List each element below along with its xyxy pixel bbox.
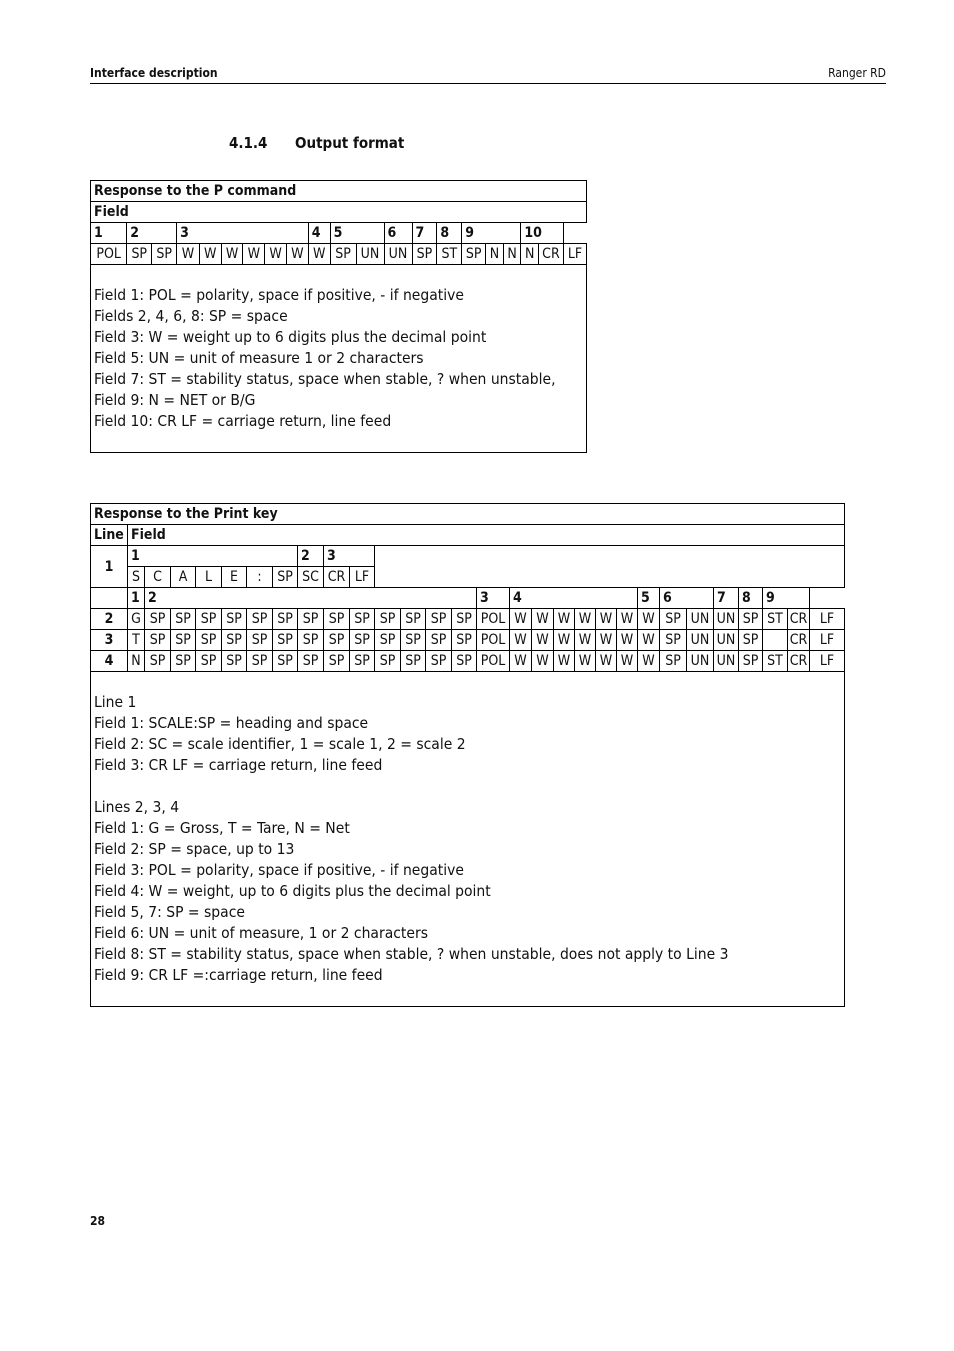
character-cell: UN <box>687 609 714 630</box>
character-cell: W <box>596 651 617 672</box>
description-line: Fields 2, 4, 6, 8: SP = space <box>94 307 288 325</box>
character-cell: SP <box>660 609 687 630</box>
section-number: 4.1.4 <box>229 134 268 152</box>
character-cell: CR <box>788 609 810 630</box>
character-cell: SP <box>426 609 452 630</box>
description-line: Field 3: CR LF = carriage return, line feed <box>94 756 383 774</box>
character-cell: SP <box>273 630 298 651</box>
description-line: Field 8: ST = stability status, space when stable, ? when unstable, does not apply to Line 3 <box>94 945 729 963</box>
character-cell: SP <box>350 609 375 630</box>
character-cell: SP <box>660 630 687 651</box>
p-command-response-table <box>90 180 587 453</box>
character-cell: SP <box>196 630 222 651</box>
field-number: 8 <box>739 588 763 609</box>
character-cell: SP <box>739 651 763 672</box>
lines-field-number-row <box>91 588 845 609</box>
field-number: 10 <box>521 223 564 244</box>
character-cell: UN <box>687 630 714 651</box>
character-cell: W <box>596 630 617 651</box>
character-cell: G <box>128 609 145 630</box>
field-number: 8 <box>437 223 462 244</box>
description-line: Field 4: W = weight, up to 6 digits plus the decimal point <box>94 882 491 900</box>
line-row <box>91 609 845 630</box>
character-cell: LF <box>810 630 845 651</box>
character-cell: SP <box>273 651 298 672</box>
character-cell: SP <box>426 630 452 651</box>
character-cell: W <box>575 609 596 630</box>
character-cell: ST <box>763 609 788 630</box>
character-cell: W <box>221 244 243 265</box>
character-cell: CR <box>788 651 810 672</box>
character-cell: POL <box>477 630 510 651</box>
character-cell: A <box>171 567 196 588</box>
field-number: 2 <box>145 588 477 609</box>
character-cell: SP <box>298 630 324 651</box>
field-number: 2 <box>298 546 324 567</box>
character-cell: SP <box>350 651 375 672</box>
character-cell: SP <box>452 630 477 651</box>
description-line: Field 3: POL = polarity, space if positive, - if negative <box>94 861 464 879</box>
character-cell: W <box>243 244 265 265</box>
character-row <box>91 244 587 265</box>
character-cell: SP <box>324 630 350 651</box>
character-cell: SP <box>171 609 196 630</box>
character-cell: SP <box>222 609 247 630</box>
character-cell: W <box>510 630 532 651</box>
character-cell: UN <box>714 630 739 651</box>
description-line: Field 2: SP = space, up to 13 <box>94 840 295 858</box>
character-cell: SP <box>273 567 298 588</box>
character-cell: W <box>638 609 660 630</box>
character-cell: POL <box>477 651 510 672</box>
character-cell: ST <box>437 244 462 265</box>
character-cell: SP <box>462 244 486 265</box>
character-cell: SP <box>401 609 426 630</box>
running-header-section: Interface description <box>90 66 218 80</box>
running-header-product: Ranger RD <box>828 66 886 80</box>
character-cell: SP <box>145 630 171 651</box>
field-descriptions <box>91 265 587 453</box>
field-number: 7 <box>714 588 739 609</box>
field-number: 9 <box>462 223 521 244</box>
description-line <box>94 776 841 797</box>
character-cell: SP <box>739 609 763 630</box>
character-cell: C <box>145 567 171 588</box>
character-cell: CR <box>788 630 810 651</box>
line-number: 3 <box>91 630 128 651</box>
character-cell: SP <box>171 630 196 651</box>
field-descriptions <box>91 672 845 1007</box>
character-cell: SP <box>660 651 687 672</box>
field-number: 6 <box>660 588 714 609</box>
character-cell: W <box>575 630 596 651</box>
field-header: Field <box>128 525 845 546</box>
character-cell: SP <box>196 609 222 630</box>
description-line: Field 10: CR LF = carriage return, line feed <box>94 412 392 430</box>
character-cell: SP <box>273 609 298 630</box>
line1-empty-area <box>375 546 845 588</box>
character-cell: W <box>617 630 638 651</box>
character-cell: SP <box>426 651 452 672</box>
line1-field-number-row <box>91 546 845 567</box>
character-cell: W <box>596 609 617 630</box>
character-cell: SP <box>324 651 350 672</box>
description-line: Field 9: CR LF =:carriage return, line feed <box>94 966 383 984</box>
character-cell: SP <box>324 609 350 630</box>
character-cell: SP <box>171 651 196 672</box>
field-number: 5 <box>638 588 660 609</box>
character-cell: SP <box>145 651 171 672</box>
character-cell: SP <box>401 630 426 651</box>
character-cell: W <box>554 609 575 630</box>
character-cell: SP <box>222 630 247 651</box>
character-cell: SP <box>152 244 177 265</box>
print-key-response-table <box>90 503 845 1007</box>
character-cell: SP <box>222 651 247 672</box>
character-cell: S <box>128 567 145 588</box>
character-cell: SP <box>247 609 273 630</box>
character-cell: W <box>638 651 660 672</box>
line-number: 1 <box>91 546 128 588</box>
character-cell: SP <box>127 244 152 265</box>
field-number: 3 <box>324 546 375 567</box>
field-number: 6 <box>384 223 412 244</box>
character-cell: SP <box>412 244 437 265</box>
character-cell <box>763 630 788 651</box>
line-number: 4 <box>91 651 128 672</box>
description-line: Field 6: UN = unit of measure, 1 or 2 characters <box>94 924 428 942</box>
character-cell: L <box>196 567 222 588</box>
character-cell: SP <box>452 609 477 630</box>
description-line: Field 7: ST = stability status, space when stable, ? when unstable, <box>94 370 556 388</box>
description-line: Field 1: POL = polarity, space if positive, - if negative <box>94 286 464 304</box>
character-cell: SP <box>330 244 356 265</box>
field-number: 5 <box>330 223 384 244</box>
line-header: Line <box>91 525 128 546</box>
character-cell: N <box>486 244 504 265</box>
character-cell: W <box>617 609 638 630</box>
line-number-blank <box>91 588 128 609</box>
field-number: 4 <box>510 588 638 609</box>
character-cell: POL <box>91 244 127 265</box>
character-cell: SP <box>247 651 273 672</box>
character-cell: UN <box>714 609 739 630</box>
character-cell: SP <box>298 609 324 630</box>
character-cell: UN <box>384 244 412 265</box>
description-line: Field 5, 7: SP = space <box>94 903 245 921</box>
character-cell: ST <box>763 651 788 672</box>
field-header: Field <box>91 202 587 223</box>
character-cell: SP <box>375 651 401 672</box>
character-cell: SP <box>452 651 477 672</box>
character-cell: SP <box>298 651 324 672</box>
character-cell: W <box>575 651 596 672</box>
field-number: 4 <box>308 223 330 244</box>
character-cell: CR <box>324 567 350 588</box>
character-cell: POL <box>477 609 510 630</box>
character-cell: UN <box>356 244 384 265</box>
description-line: Field 5: UN = unit of measure 1 or 2 characters <box>94 349 424 367</box>
description-line: Field 1: G = Gross, T = Tare, N = Net <box>94 819 350 837</box>
character-cell: SP <box>247 630 273 651</box>
character-cell: W <box>532 630 554 651</box>
character-cell: W <box>617 651 638 672</box>
line-number: 2 <box>91 609 128 630</box>
character-cell: W <box>532 651 554 672</box>
character-cell: W <box>554 651 575 672</box>
description-line: Field 1: SCALE:SP = heading and space <box>94 714 369 732</box>
character-cell: SP <box>401 651 426 672</box>
character-cell: E <box>222 567 247 588</box>
character-cell: SP <box>375 630 401 651</box>
description-line: Field 3: W = weight up to 6 digits plus the decimal point <box>94 328 487 346</box>
character-cell: UN <box>714 651 739 672</box>
character-cell: SP <box>145 609 171 630</box>
field-number: 1 <box>128 546 298 567</box>
character-cell: : <box>247 567 273 588</box>
field-number: 1 <box>91 223 127 244</box>
field-number: 1 <box>128 588 145 609</box>
character-cell: SP <box>350 630 375 651</box>
character-cell: W <box>532 609 554 630</box>
description-line: Lines 2, 3, 4 <box>94 798 180 816</box>
character-cell: N <box>128 651 145 672</box>
character-cell: W <box>199 244 221 265</box>
description-line: Field 9: N = NET or B/G <box>94 391 256 409</box>
field-number: 2 <box>127 223 177 244</box>
character-cell: LF <box>810 651 845 672</box>
table-title: Response to the P command <box>91 181 587 202</box>
field-number: 3 <box>477 588 510 609</box>
character-cell: N <box>503 244 521 265</box>
character-cell: N <box>521 244 539 265</box>
field-number: 3 <box>177 223 309 244</box>
character-cell: SP <box>375 609 401 630</box>
character-cell: T <box>128 630 145 651</box>
section-title: Output format <box>295 134 405 152</box>
field-number: 7 <box>412 223 437 244</box>
field-number-row <box>91 223 587 244</box>
character-cell: W <box>510 651 532 672</box>
table-title: Response to the Print key <box>91 504 845 525</box>
character-cell: UN <box>687 651 714 672</box>
character-cell: W <box>265 244 287 265</box>
character-cell: W <box>287 244 309 265</box>
page-number: 28 <box>90 1214 106 1228</box>
character-cell: W <box>638 630 660 651</box>
character-cell: SC <box>298 567 324 588</box>
character-cell: LF <box>810 609 845 630</box>
character-cell: W <box>510 609 532 630</box>
header-rule <box>90 83 886 84</box>
field-number: 9 <box>763 588 810 609</box>
section-heading <box>229 134 404 152</box>
description-line: Line 1 <box>94 693 137 711</box>
character-cell: W <box>177 244 200 265</box>
character-cell: LF <box>350 567 375 588</box>
character-cell: SP <box>739 630 763 651</box>
line-row <box>91 651 845 672</box>
character-cell: LF <box>563 244 586 265</box>
character-cell: W <box>554 630 575 651</box>
character-cell: W <box>308 244 330 265</box>
line-row <box>91 630 845 651</box>
description-line: Field 2: SC = scale identifier, 1 = scale 1, 2 = scale 2 <box>94 735 466 753</box>
character-cell: SP <box>196 651 222 672</box>
character-cell: CR <box>539 244 564 265</box>
